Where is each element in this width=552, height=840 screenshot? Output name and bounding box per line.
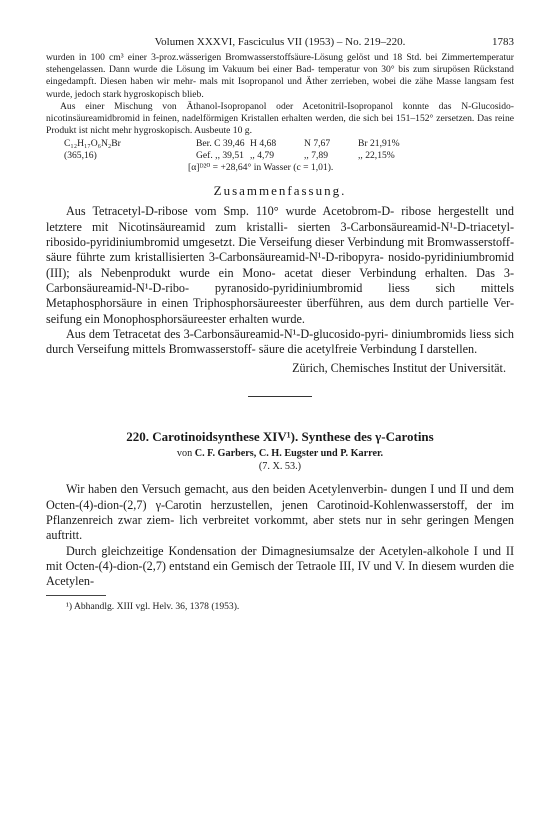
- journal-page: [46, 36, 514, 612]
- running-head: [46, 36, 514, 52]
- article-title: 220. Carotinoidsynthese XIV¹). Synthese des γ-Carotins: [126, 429, 434, 445]
- article-body: [46, 482, 514, 589]
- article-paragraph-1: Wir haben den Versuch gemacht, aus den beiden Acetylenverbin- dungen I und II und dem Octen-(4)-dion-(2,7) γ-Carotin herzustellen, jenen Carotinoid-Kohlenwasserstoff, der im Pflanzenreich zwar ziem- lich verbreitet vorkommt, aber stets nur in sehr geringen Mengen auftritt.: [46, 482, 514, 543]
- analysis-row-calculated: C₁₂H₁₇O₆N₂Br Ber. C 39,46 H 4,68 N 7,67 Br 21,91%: [64, 138, 400, 150]
- running-title: Volumen XXXVI, Fasciculus VII (1953) – No. 219–220.: [154, 36, 406, 48]
- summary-paragraph-1: Aus Tetracetyl-D-ribose vom Smp. 110° wurde Acetobrom-D- ribose hergestellt und letztere mit Nicotinsäureamid zum kristalli- sierten 3-Carbonsäureamid-N¹-D-triacetyl-ribosido-pyridiniumbromid umgesetzt. Die Verseifung dieser Verbindung mit Bromwasserstoff- säure führte zum kristallisierten 3-Carbonsäureamid-N¹-D-ribopyra- nosido-pyridiniumbromid (III); als Nebenprodukt wurde ein Mono- acetat dieser Verbindung erhalten. Das 3-Carbonsäureamid-N¹-D-ribo- pyranosido-pyridiniumbromid liess sich mittels Metaphosphorsäure in einen Triphosphorsäureester überführen, aus dem durch partielle Ver- seifung ein Monophosphorsäureester erhalten wurde.: [46, 204, 515, 326]
- experimental-section: [46, 52, 514, 174]
- footnote: ¹) Abhandlg. XIII vgl. Helv. 36, 1378 (1953).: [66, 601, 240, 613]
- section-divider: [248, 396, 312, 397]
- summary-heading: Zusammenfassung.: [213, 183, 347, 199]
- summary-paragraph-2: Aus dem Tetracetat des 3-Carbonsäureamid-N¹-D-glucosido-pyri- diniumbromids liess sich durch Verseifung mittels Bromwasserstoff- säure die acetylfreie Verbindung I darstellen.: [46, 326, 514, 357]
- article-authors: von C. F. Garbers, C. H. Eugster und P. Karrer.: [176, 448, 384, 460]
- footnote-rule: [46, 595, 106, 596]
- elemental-analysis: [46, 138, 514, 174]
- page-number: 1783: [492, 36, 514, 48]
- institution-signature: Zürich, Chemisches Institut der Universität.: [292, 361, 506, 376]
- analysis-row-found: (365,16) Gef. ,, 39,51 ,, 4,79 ,, 7,89 ,, 22,15%: [64, 150, 395, 162]
- summary-body: [46, 204, 514, 357]
- article-paragraph-2: Durch gleichzeitige Kondensation der Dimagnesiumsalze der Acetylen-alkohole I und II mit Octen-(4)-dion-(2,7) entstand ein Gemisch der Tetraole III, IV und V. In diesem wurden die Acetylen-: [46, 543, 514, 589]
- article-date: (7. X. 53.): [258, 461, 302, 473]
- optical-rotation: [α]ᴰ²⁰ = +28,64° in Wasser (c = 1,01).: [188, 162, 334, 174]
- experimental-paragraph-1: wurden in 100 cm³ einer 3-proz.wässerigen Bromwasserstoffsäure-Lösung gelöst und 18 Std. bei Zimmertemperatur stehengelassen. Dann wurde die Lösung im Vakuum bei einer Bad- temperatur von 30° bis zum sirupösen Rückstand eingedampft. Diesen haben wir mehr- mals mit Isopropanol und Äther zerrieben, wobei die zähe Masse langsam fest wurde, jedoch stark hygroskopisch blieb.: [46, 52, 514, 100]
- experimental-paragraph-2: Aus einer Mischung von Äthanol-Isopropanol oder Acetonitril-Isopropanol konnte das N-Glucosido-nicotinsäureamidbromid in feinen, nadelförmigen Kristallen erhalten werden, die sich bei 151–152° zersetzen. Das reine Produkt ist nicht mehr hygroskopisch. Ausbeute 10 g.: [46, 100, 515, 137]
